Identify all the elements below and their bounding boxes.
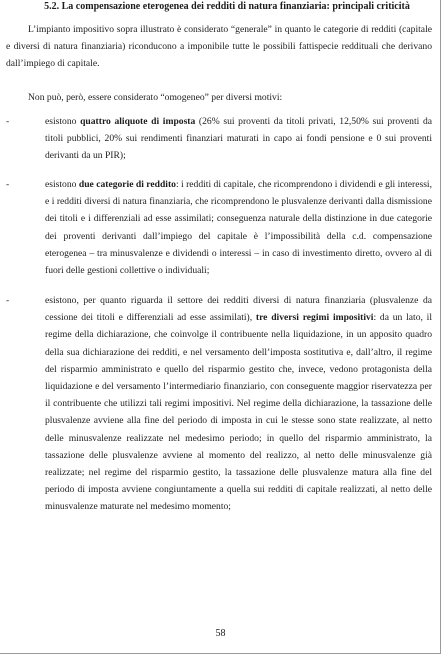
list-item [6,176,432,279]
emphasis: quattro aliquote di imposta [80,116,196,127]
page-number: 58 [215,628,226,639]
list-item [6,292,432,516]
list-dash: - [6,295,10,306]
list-item-text: esistono due categorie di reddito: i redditi di capitale, che ricomprendono i dividendi e gli interessi, e i redditi diversi di natura finanziaria, che ricomprendono le plusvalenze derivanti dalla dismissione dei titoli e i differenziali ad esse assimilati; conseguenza naturale della distinzione in due categorie dei proventi derivanti dall’impiego del capitale è l’impossibilità della c.d. compensazione eterogenea – tra minusvalenze e dividendi o interessi – in caso di investimento diretto, ovvero al di fuori delle gestioni collettive o individuali; [45,179,432,277]
list-dash: - [6,179,10,190]
list-item [6,113,432,165]
section-heading: 5.2. La compensazione eterogenea dei redditi di natura finanziaria: principali criticità [44,1,410,12]
list-item-text: esistono quattro aliquote di imposta (26% sui proventi da titoli privati, 12,50% sui proventi da titoli pubblici, 20% sui rendimenti finanziari maturati in capo ai fondi pensione e 0 sui proventi derivanti da un PIR); [45,116,432,162]
emphasis: tre diversi regimi impositivi [255,312,374,324]
paragraph-reasons: Non può, però, essere considerato “omogeneo” per diversi motivi: [28,92,283,103]
list-item-text: esistono, per quanto riguarda il settore dei redditi diversi di natura finanziaria (plusvalenze da cessione dei titoli e differenziali ad esse assimilati), tre diversi regimi impositivi: da un lato, il regime della dichiarazione, che coinvolge il contribuente nella liquidazione, in un apposito quadro della sua dichiarazione dei redditi, e nel versamento dell’imposta sostitutiva e, dall’altro, il regime del risparmio amministrato e quello del risparmio gestito che, invece, vedono protagonista della liquidazione e del versamento l’intermediario finanziario, con conseguente maggior riservatezza per il contribuente che utilizzi tali regimi impositivi. Nel regime della dichiarazione, la tassazione delle plusvalenze avviene alla fine del periodo di imposta in cui le stesse sono state realizzate, al netto delle minusvalenze realizzate nel medesimo periodo; in quello del risparmio amministrato, la tassazione delle plusvalenze avviene al momento del realizzo, al netto delle minusvalenze già realizzate; nel regime del risparmio gestito, la tassazione delle plusvalenze matura alla fine del periodo di imposta avviene congiuntamente a quella sui redditi di capitale realizzati, al netto delle minusvalenze maturate nel medesimo momento; [45,295,432,513]
emphasis: due categorie di reddito [78,179,176,190]
paragraph-intro: L’impianto impositivo sopra illustrato è considerato “generale” in quanto le categorie di redditi (capitale e diversi di natura finanziaria) riconducono a imponibile tutte le possibili fattispecie reddituali che derivano dall’impiego di capitale. [6,24,432,69]
list-dash: - [6,116,10,127]
